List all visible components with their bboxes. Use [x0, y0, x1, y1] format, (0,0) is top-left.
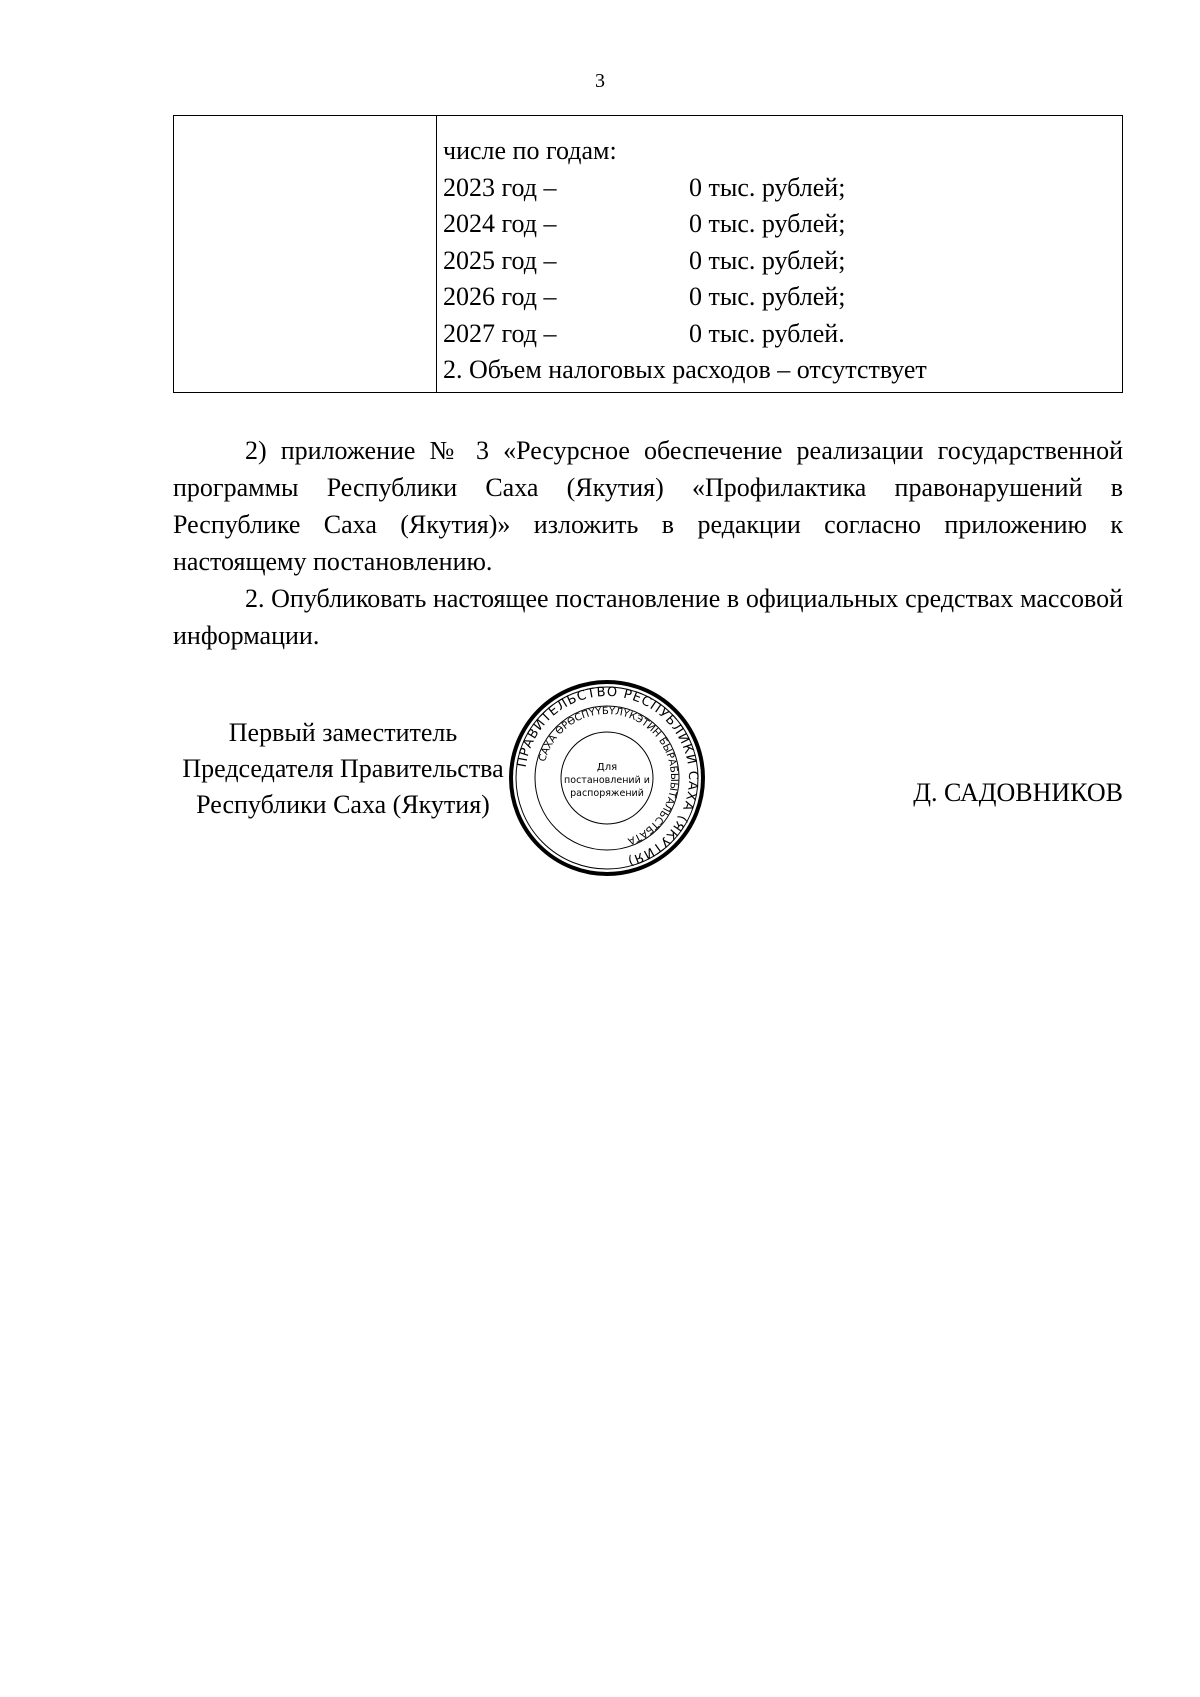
passport-table — [173, 115, 1123, 393]
tax-expenses-line: 2. Объем налоговых расходов – отсутствует — [443, 355, 927, 384]
table-intro: числе по годам: — [443, 136, 617, 165]
year-label: 2027 год – — [443, 318, 557, 348]
year-label: 2023 год – — [443, 172, 557, 202]
table-row — [443, 316, 1122, 353]
year-amount: 0 тыс. рублей; — [689, 172, 846, 202]
table-right-cell — [437, 116, 1122, 392]
official-seal — [507, 678, 707, 878]
seal-center-line: распоряжений — [570, 788, 644, 799]
table-row — [443, 279, 1122, 316]
year-amount: 0 тыс. рублей; — [689, 209, 846, 238]
paragraph-appendix-text: 2) приложение № 3 «Ресурсное обеспечение реализации государственной программы Республики Саха (Якутия) «Профилактика правонарушений в Республике Саха (Якутия)» изложить в редакции согласно приложению к настоящему постановлению. — [173, 436, 1123, 576]
signature-line: Республики Саха (Якутия) — [196, 790, 490, 819]
table-row — [443, 243, 1122, 280]
year-label: 2024 год – — [443, 209, 557, 238]
signer-name: Д. САДОВНИКОВ — [913, 778, 1123, 807]
signature-line: Первый заместитель — [228, 718, 458, 747]
table-row — [443, 206, 1122, 243]
table-left-cell — [174, 116, 437, 392]
seal-center-line: постановлений и — [564, 775, 650, 786]
paragraph-appendix — [173, 432, 1123, 580]
year-amount: 0 тыс. рублей. — [689, 318, 845, 348]
table-row — [443, 170, 1122, 207]
year-label: 2025 год – — [443, 245, 557, 275]
page-number: 3 — [595, 70, 605, 92]
seal-center-line: Для — [596, 762, 618, 773]
seal-inner-text: САХА ӨРӨСПҮҮБҮЛҮКЭТИН БЫРАБЫЫТАЛЬСТБАТА — [537, 705, 680, 847]
paragraph-publish-text: 2. Опубликовать настоящее постановление в официальных средствах массовой информации. — [173, 584, 1123, 650]
year-label: 2026 год – — [443, 282, 557, 311]
signature-title — [173, 715, 513, 823]
signature-line: Председателя Правительства — [182, 754, 504, 783]
paragraph-publish — [173, 580, 1123, 654]
seal-outer-text: ПРАВИТЕЛЬСТВО РЕСПУБЛИКИ САХА (ЯКУТИЯ) — [514, 684, 701, 869]
year-amount: 0 тыс. рублей; — [689, 245, 846, 275]
year-amount: 0 тыс. рублей; — [689, 282, 846, 311]
